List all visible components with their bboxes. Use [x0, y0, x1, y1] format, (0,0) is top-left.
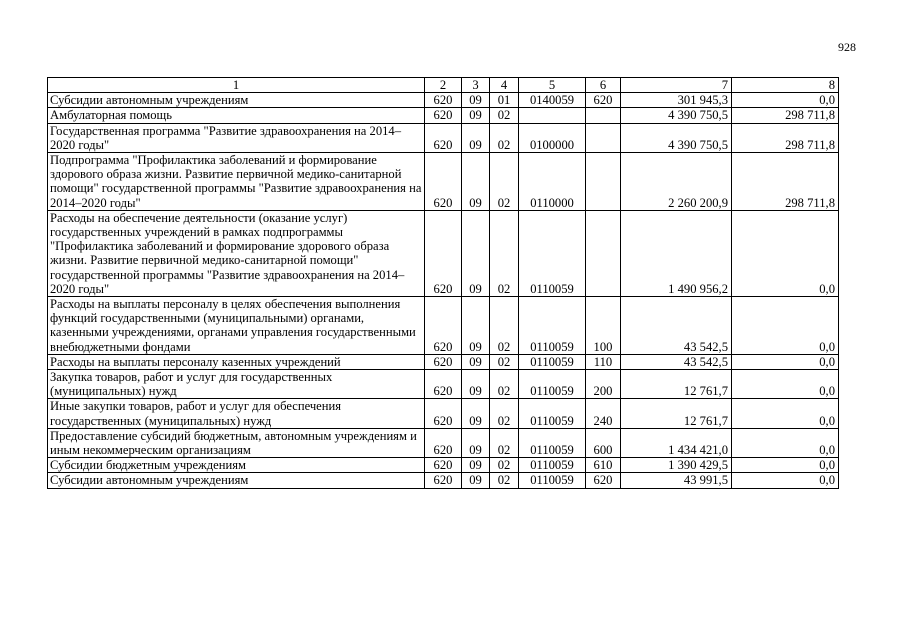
cell-target-item: 0110059 [519, 458, 586, 473]
cell-section: 09 [462, 370, 490, 399]
cell-amount-2: 0,0 [732, 93, 839, 108]
cell-name: Государственная программа "Развитие здравоохранения на 2014–2020 годы" [48, 123, 425, 152]
column-header-amount-2: 8 [732, 78, 839, 93]
cell-subsection: 02 [490, 428, 519, 457]
cell-expense-type [586, 123, 621, 152]
cell-expense-type: 110 [586, 354, 621, 369]
cell-amount: 43 991,5 [621, 473, 732, 488]
cell-name: Субсидии автономным учреждениям [48, 473, 425, 488]
cell-subsection: 02 [490, 354, 519, 369]
cell-amount-2: 0,0 [732, 210, 839, 296]
cell-subsection: 02 [490, 473, 519, 488]
cell-subsection: 02 [490, 458, 519, 473]
cell-subsection: 01 [490, 93, 519, 108]
cell-expense-type [586, 210, 621, 296]
page-number: 928 [838, 40, 856, 54]
cell-amount: 4 390 750,5 [621, 108, 732, 123]
cell-sign: 620 [425, 458, 462, 473]
cell-amount-2: 0,0 [732, 473, 839, 488]
column-header-subsection: 4 [490, 78, 519, 93]
column-header-target-item: 5 [519, 78, 586, 93]
cell-expense-type: 600 [586, 428, 621, 457]
table-row [48, 153, 839, 211]
table-row [48, 123, 839, 152]
cell-sign: 620 [425, 354, 462, 369]
cell-target-item: 0110059 [519, 210, 586, 296]
cell-amount: 1 434 421,0 [621, 428, 732, 457]
cell-target-item [519, 108, 586, 123]
table-row [48, 108, 839, 123]
cell-name: Закупка товаров, работ и услуг для государственных (муниципальных) нужд [48, 370, 425, 399]
cell-name: Субсидии автономным учреждениям [48, 93, 425, 108]
cell-target-item: 0140059 [519, 93, 586, 108]
cell-target-item: 0100000 [519, 123, 586, 152]
cell-target-item: 0110059 [519, 428, 586, 457]
cell-name: Подпрограмма "Профилактика заболеваний и формирование здорового образа жизни. Развитие первичной медико-санитарной помощи" государственной программы "Развитие здравоохранения на 2014–2020 годы" [48, 153, 425, 211]
cell-amount: 1 490 956,2 [621, 210, 732, 296]
cell-amount-2: 0,0 [732, 370, 839, 399]
cell-name: Предоставление субсидий бюджетным, автономным учреждениям и иным некоммерческим организациям [48, 428, 425, 457]
cell-amount-2: 298 711,8 [732, 153, 839, 211]
cell-section: 09 [462, 297, 490, 355]
cell-name: Субсидии бюджетным учреждениям [48, 458, 425, 473]
cell-expense-type: 240 [586, 399, 621, 428]
cell-subsection: 02 [490, 297, 519, 355]
cell-sign: 620 [425, 399, 462, 428]
table-row [48, 428, 839, 457]
cell-sign: 620 [425, 297, 462, 355]
table-row [48, 93, 839, 108]
cell-target-item: 0110059 [519, 297, 586, 355]
cell-target-item: 0110059 [519, 473, 586, 488]
table-row [48, 370, 839, 399]
table-row [48, 210, 839, 296]
cell-subsection: 02 [490, 123, 519, 152]
cell-amount: 12 761,7 [621, 370, 732, 399]
table-row [48, 297, 839, 355]
budget-table [47, 77, 839, 489]
cell-name: Расходы на обеспечение деятельности (оказание услуг) государственных учреждений в рамках подпрограммы "Профилактика заболеваний и формирование здорового образа жизни. Развитие первичной медико-санитарной помощи" государственной программы "Развитие здравоохранения на 2014–2020 годы" [48, 210, 425, 296]
cell-expense-type: 620 [586, 473, 621, 488]
cell-target-item: 0110059 [519, 354, 586, 369]
column-header-name: 1 [48, 78, 425, 93]
cell-sign: 620 [425, 473, 462, 488]
cell-target-item: 0110000 [519, 153, 586, 211]
cell-expense-type: 200 [586, 370, 621, 399]
cell-expense-type: 620 [586, 93, 621, 108]
cell-target-item: 0110059 [519, 399, 586, 428]
cell-amount: 2 260 200,9 [621, 153, 732, 211]
cell-target-item: 0110059 [519, 370, 586, 399]
table-row [48, 473, 839, 488]
cell-expense-type: 100 [586, 297, 621, 355]
cell-expense-type [586, 108, 621, 123]
cell-amount-2: 0,0 [732, 399, 839, 428]
cell-section: 09 [462, 108, 490, 123]
table-header-row [48, 78, 839, 93]
cell-sign: 620 [425, 108, 462, 123]
cell-amount-2: 298 711,8 [732, 123, 839, 152]
cell-amount: 4 390 750,5 [621, 123, 732, 152]
cell-name: Иные закупки товаров, работ и услуг для обеспечения государственных (муниципальных) нужд [48, 399, 425, 428]
cell-section: 09 [462, 473, 490, 488]
column-header-expense-type: 6 [586, 78, 621, 93]
cell-subsection: 02 [490, 370, 519, 399]
table-row [48, 399, 839, 428]
table-row [48, 458, 839, 473]
cell-section: 09 [462, 210, 490, 296]
cell-name: Расходы на выплаты персоналу в целях обеспечения выполнения функций государственными (муниципальными) органами, казенными учреждениями, органами управления государственными внебюджетными фондами [48, 297, 425, 355]
table-row [48, 354, 839, 369]
cell-sign: 620 [425, 210, 462, 296]
cell-section: 09 [462, 428, 490, 457]
column-header-amount: 7 [621, 78, 732, 93]
cell-amount: 301 945,3 [621, 93, 732, 108]
cell-subsection: 02 [490, 210, 519, 296]
cell-amount: 12 761,7 [621, 399, 732, 428]
cell-amount-2: 0,0 [732, 297, 839, 355]
cell-section: 09 [462, 153, 490, 211]
cell-amount-2: 298 711,8 [732, 108, 839, 123]
column-header-section: 3 [462, 78, 490, 93]
column-header-sign: 2 [425, 78, 462, 93]
cell-section: 09 [462, 458, 490, 473]
cell-section: 09 [462, 93, 490, 108]
cell-sign: 620 [425, 153, 462, 211]
cell-subsection: 02 [490, 399, 519, 428]
cell-name: Амбулаторная помощь [48, 108, 425, 123]
cell-amount: 43 542,5 [621, 297, 732, 355]
cell-subsection: 02 [490, 108, 519, 123]
cell-section: 09 [462, 354, 490, 369]
cell-sign: 620 [425, 123, 462, 152]
cell-amount: 1 390 429,5 [621, 458, 732, 473]
cell-sign: 620 [425, 370, 462, 399]
cell-subsection: 02 [490, 153, 519, 211]
cell-expense-type: 610 [586, 458, 621, 473]
cell-sign: 620 [425, 428, 462, 457]
cell-amount-2: 0,0 [732, 458, 839, 473]
cell-amount: 43 542,5 [621, 354, 732, 369]
cell-section: 09 [462, 399, 490, 428]
table-body [48, 78, 839, 489]
cell-name: Расходы на выплаты персоналу казенных учреждений [48, 354, 425, 369]
cell-amount-2: 0,0 [732, 428, 839, 457]
cell-expense-type [586, 153, 621, 211]
cell-amount-2: 0,0 [732, 354, 839, 369]
cell-section: 09 [462, 123, 490, 152]
cell-sign: 620 [425, 93, 462, 108]
